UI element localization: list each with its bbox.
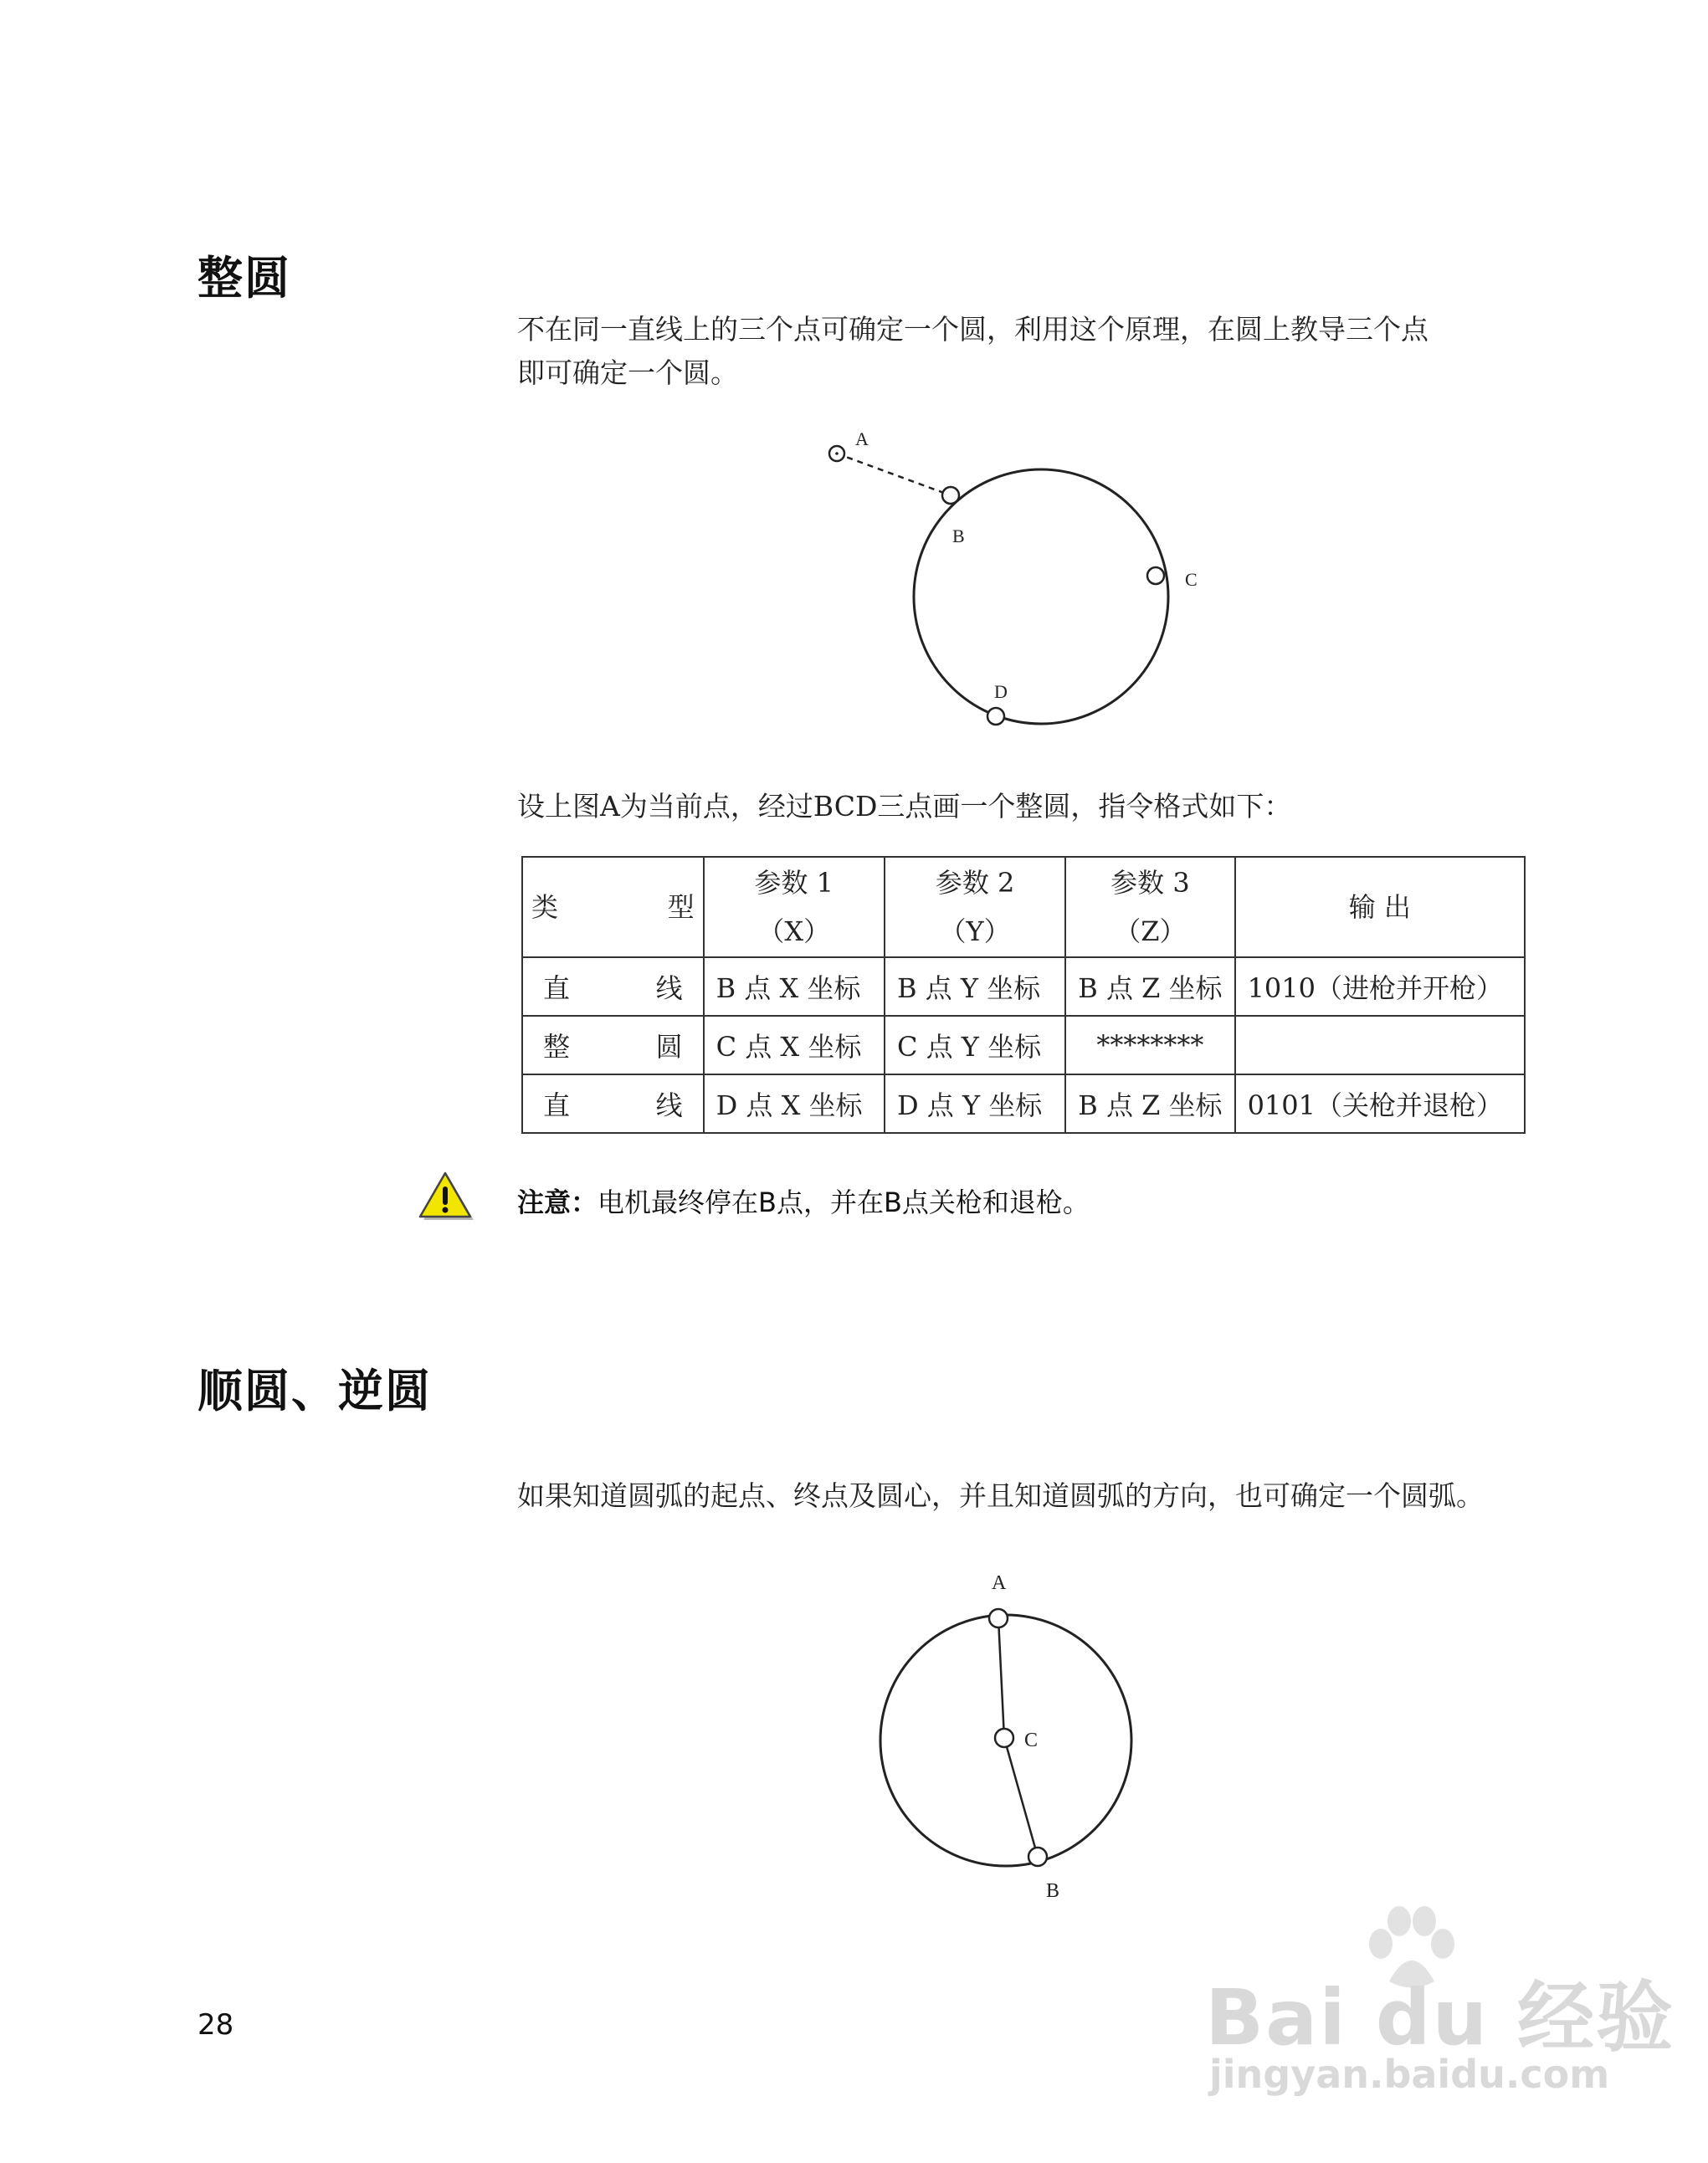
dashed-approach-line xyxy=(837,454,951,495)
header-param2: 参数 2 （Y） xyxy=(885,857,1065,957)
label-a: A xyxy=(855,428,869,449)
point-c-marker xyxy=(1147,567,1164,584)
table-row: 直 线 B 点 X 坐标 B 点 Y 坐标 B 点 Z 坐标 1010（进枪并开枪） xyxy=(522,957,1525,1016)
label-b: B xyxy=(1046,1880,1060,1902)
note-label: 注意： xyxy=(517,1187,598,1218)
warning-icon xyxy=(417,1170,477,1225)
arc-circle-figure xyxy=(862,1561,1163,1912)
point-b-marker xyxy=(1028,1848,1047,1866)
label-c: C xyxy=(1185,569,1198,590)
paragraph-line-2: 即可确定一个圆。 xyxy=(517,356,738,389)
label-c: C xyxy=(1024,1730,1039,1751)
section-title-arc: 顺圆、逆圆 xyxy=(197,1365,432,1417)
watermark-url: jingyan.baidu.com xyxy=(1209,2052,1610,2097)
radius-line-b xyxy=(1004,1738,1038,1857)
point-a-marker xyxy=(989,1609,1008,1627)
label-a: A xyxy=(992,1572,1007,1594)
table-row: 直 线 D 点 X 坐标 D 点 Y 坐标 B 点 Z 坐标 0101（关枪并退枪） xyxy=(522,1074,1525,1133)
header-param3: 参数 3 （Z） xyxy=(1065,857,1234,957)
header-type: 类 型 xyxy=(522,857,704,957)
command-format-table xyxy=(521,856,1526,1134)
full-circle-figure xyxy=(803,418,1205,753)
label-d: D xyxy=(994,681,1008,702)
table-row: 整 圆 C 点 X 坐标 C 点 Y 坐标 ******** xyxy=(522,1016,1525,1074)
point-b-marker xyxy=(942,487,959,504)
circle-outline xyxy=(914,469,1168,724)
paragraph-line-1: 不在同一直线上的三个点可确定一个圆，利用这个原理，在圆上教导三个点 xyxy=(517,313,1428,346)
radius-line-a xyxy=(998,1618,1004,1738)
arc-paragraph: 如果知道圆弧的起点、终点及圆心，并且知道圆弧的方向，也可确定一个圆弧。 xyxy=(517,1479,1484,1512)
watermark-logo: Bai du 经验 xyxy=(1205,1973,1675,2063)
center-c-marker xyxy=(995,1729,1013,1747)
label-b: B xyxy=(952,525,965,546)
page-number: 28 xyxy=(197,2008,234,2042)
note-text xyxy=(517,1181,1090,1220)
table-header-row xyxy=(522,857,1525,957)
note-body: 电机最终停在B点，并在B点关枪和退枪。 xyxy=(598,1187,1090,1218)
header-output: 输 出 xyxy=(1235,857,1525,957)
header-param1: 参数 1 （X） xyxy=(704,857,885,957)
instruction-text: 设上图A为当前点，经过BCD三点画一个整圆，指令格式如下： xyxy=(517,790,1292,823)
section-title-full-circle: 整圆 xyxy=(197,252,291,305)
point-d-marker xyxy=(987,708,1004,725)
